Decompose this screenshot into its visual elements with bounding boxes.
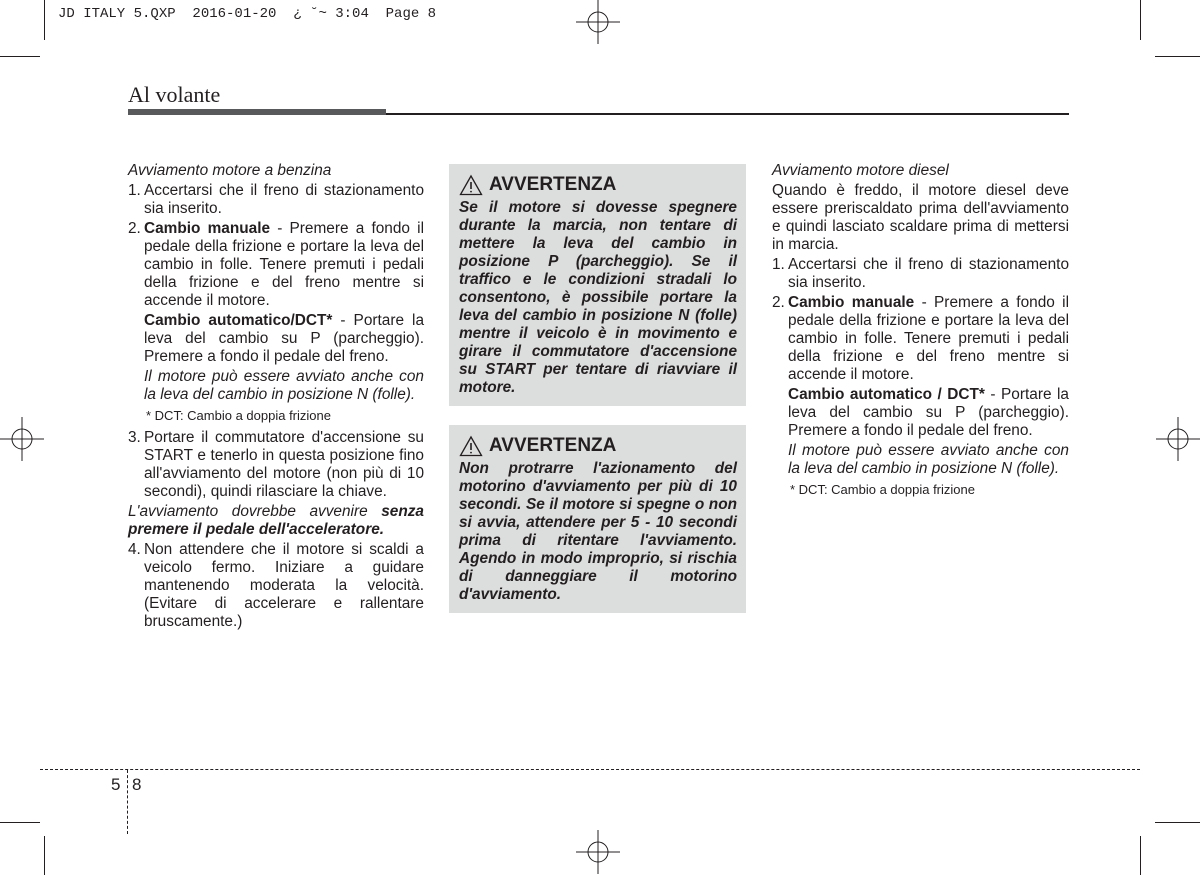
list-item bbox=[128, 541, 424, 631]
auto-note: Il motore può essere avviato anche con la leva del cambio in posizione N (folle). bbox=[144, 368, 424, 403]
page-number: 8 bbox=[132, 775, 142, 794]
warning-text: Se il motore si dovesse spegnere durante la marcia, non tentare di mettere la leva del cambio in posizione P (parcheggio). Se il traffico e le condizioni stradali lo consentono, è possibile portare la leva del cambio in posizione N (folle) mentre il veicolo è in movimento e girare il commutatore d'accensione su START per tentare di riavviare il motore. bbox=[459, 199, 737, 396]
warning-triangle-icon bbox=[459, 435, 483, 457]
auto-note: Il motore può essere avviato anche con la leva del cambio in posizione N (folle). bbox=[788, 442, 1069, 477]
step-bold-label: Cambio manuale bbox=[144, 220, 271, 237]
right-column bbox=[772, 162, 1069, 503]
crop-mark bbox=[44, 0, 45, 40]
list-item bbox=[128, 182, 424, 218]
step-text: - Premere a fondo il pedale della frizione e portare la leva del cambio in folle. Tenere premuti i pedali della frizione e del freno mentre si accende il motore. bbox=[144, 220, 425, 309]
header-rule-thin bbox=[386, 113, 1069, 115]
step-text: - Portare la leva del cambio su P (parcheggio). Premere a fondo il pedale del freno. bbox=[788, 386, 1069, 439]
print-slug-line: JD ITALY 5.QXP 2016-01-20 ¿ ˘~ 3:04 Page 8 bbox=[58, 6, 437, 22]
registration-mark-icon bbox=[576, 830, 620, 874]
list-item bbox=[128, 429, 424, 501]
list-number: 4. bbox=[128, 541, 141, 558]
footnote: * DCT: Cambio a doppia frizione bbox=[146, 408, 331, 423]
step-bold-label: Cambio automatico / DCT* bbox=[788, 386, 985, 403]
diesel-intro: Quando è freddo, il motore diesel deve essere preriscaldato prima dell'avviamento e quindi lasciato scaldare prima di mettersi in marcia. bbox=[772, 182, 1069, 253]
step-text: Non attendere che il motore si scaldi a veicolo fermo. Iniziare a guidare mantenendo moderata la velocità. (Evitare di accelerare e rallentare bruscamente.) bbox=[144, 541, 424, 630]
warning-title: AVVERTENZA bbox=[489, 174, 617, 195]
step-text: - Portare la leva del cambio su P (parcheggio). Premere a fondo il pedale del freno. bbox=[144, 312, 425, 365]
left-column bbox=[128, 162, 424, 631]
caution-text: L'avviamento dovrebbe avvenire bbox=[128, 503, 382, 520]
list-number: 1. bbox=[128, 182, 141, 199]
accelerator-caution bbox=[128, 503, 424, 539]
step-bold-label: Cambio manuale bbox=[788, 294, 915, 311]
warning-text: Non protrarre l'azionamento del motorino d'avviamento per più di 10 secondi. Se il motore si spegne o non si avvia, attendere per 5 - 10 secondi prima di ritentare l'avviamento. Agendo in modo improprio, si rischia di danneggiare il motorino d'avviamento. bbox=[459, 460, 737, 603]
list-number: 2. bbox=[772, 294, 785, 311]
step-text: Portare il commutatore d'accensione su START e tenerlo in questa posizione fino all'avviamento del motore (non più di 10 secondi), quindi rilasciare la chiave. bbox=[144, 429, 424, 500]
footnote: * DCT: Cambio a doppia frizione bbox=[790, 482, 975, 497]
footer-dashed-rule bbox=[40, 769, 1140, 770]
list-item bbox=[772, 294, 1069, 384]
registration-mark-icon bbox=[0, 417, 44, 461]
caution-bold: senza premere il pedale dell'acceleratore. bbox=[128, 503, 424, 538]
crop-mark bbox=[1140, 836, 1141, 875]
footer-dashed-divider bbox=[127, 770, 128, 834]
list-number: 1. bbox=[772, 256, 785, 273]
crop-mark bbox=[0, 56, 40, 57]
list-item bbox=[772, 256, 1069, 292]
crop-mark bbox=[1155, 822, 1200, 823]
header-rule-thick bbox=[128, 109, 386, 115]
step-text: - Premere a fondo il pedale della frizione e portare la leva del cambio in folle. Tenere premuti i pedali della frizione e del freno mentre si accende il motore. bbox=[788, 294, 1070, 383]
step-bold-label: Cambio automatico/DCT* bbox=[144, 312, 333, 329]
crop-mark bbox=[44, 836, 45, 875]
page-section-number: 5 bbox=[111, 775, 121, 794]
warning-box bbox=[449, 164, 746, 406]
registration-mark-icon bbox=[576, 0, 620, 44]
section-title: Al volante bbox=[128, 82, 221, 107]
warning-header bbox=[459, 174, 737, 196]
auto-transmission-para bbox=[772, 386, 1069, 440]
crop-mark bbox=[1140, 0, 1141, 40]
crop-mark bbox=[1155, 56, 1200, 57]
warning-header bbox=[459, 435, 737, 457]
auto-transmission-para bbox=[128, 312, 424, 366]
warning-box bbox=[449, 425, 746, 613]
crop-mark bbox=[0, 822, 40, 823]
list-number: 2. bbox=[128, 220, 141, 237]
petrol-start-heading: Avviamento motore a benzina bbox=[128, 162, 332, 179]
step-text: Accertarsi che il freno di stazionamento sia inserito. bbox=[144, 182, 424, 217]
warning-triangle-icon bbox=[459, 174, 483, 196]
warning-title: AVVERTENZA bbox=[489, 435, 617, 456]
list-item bbox=[128, 220, 424, 310]
step-text: Accertarsi che il freno di stazionamento sia inserito. bbox=[788, 256, 1069, 291]
list-number: 3. bbox=[128, 429, 141, 446]
diesel-start-heading: Avviamento motore diesel bbox=[772, 162, 949, 179]
registration-mark-icon bbox=[1156, 417, 1200, 461]
